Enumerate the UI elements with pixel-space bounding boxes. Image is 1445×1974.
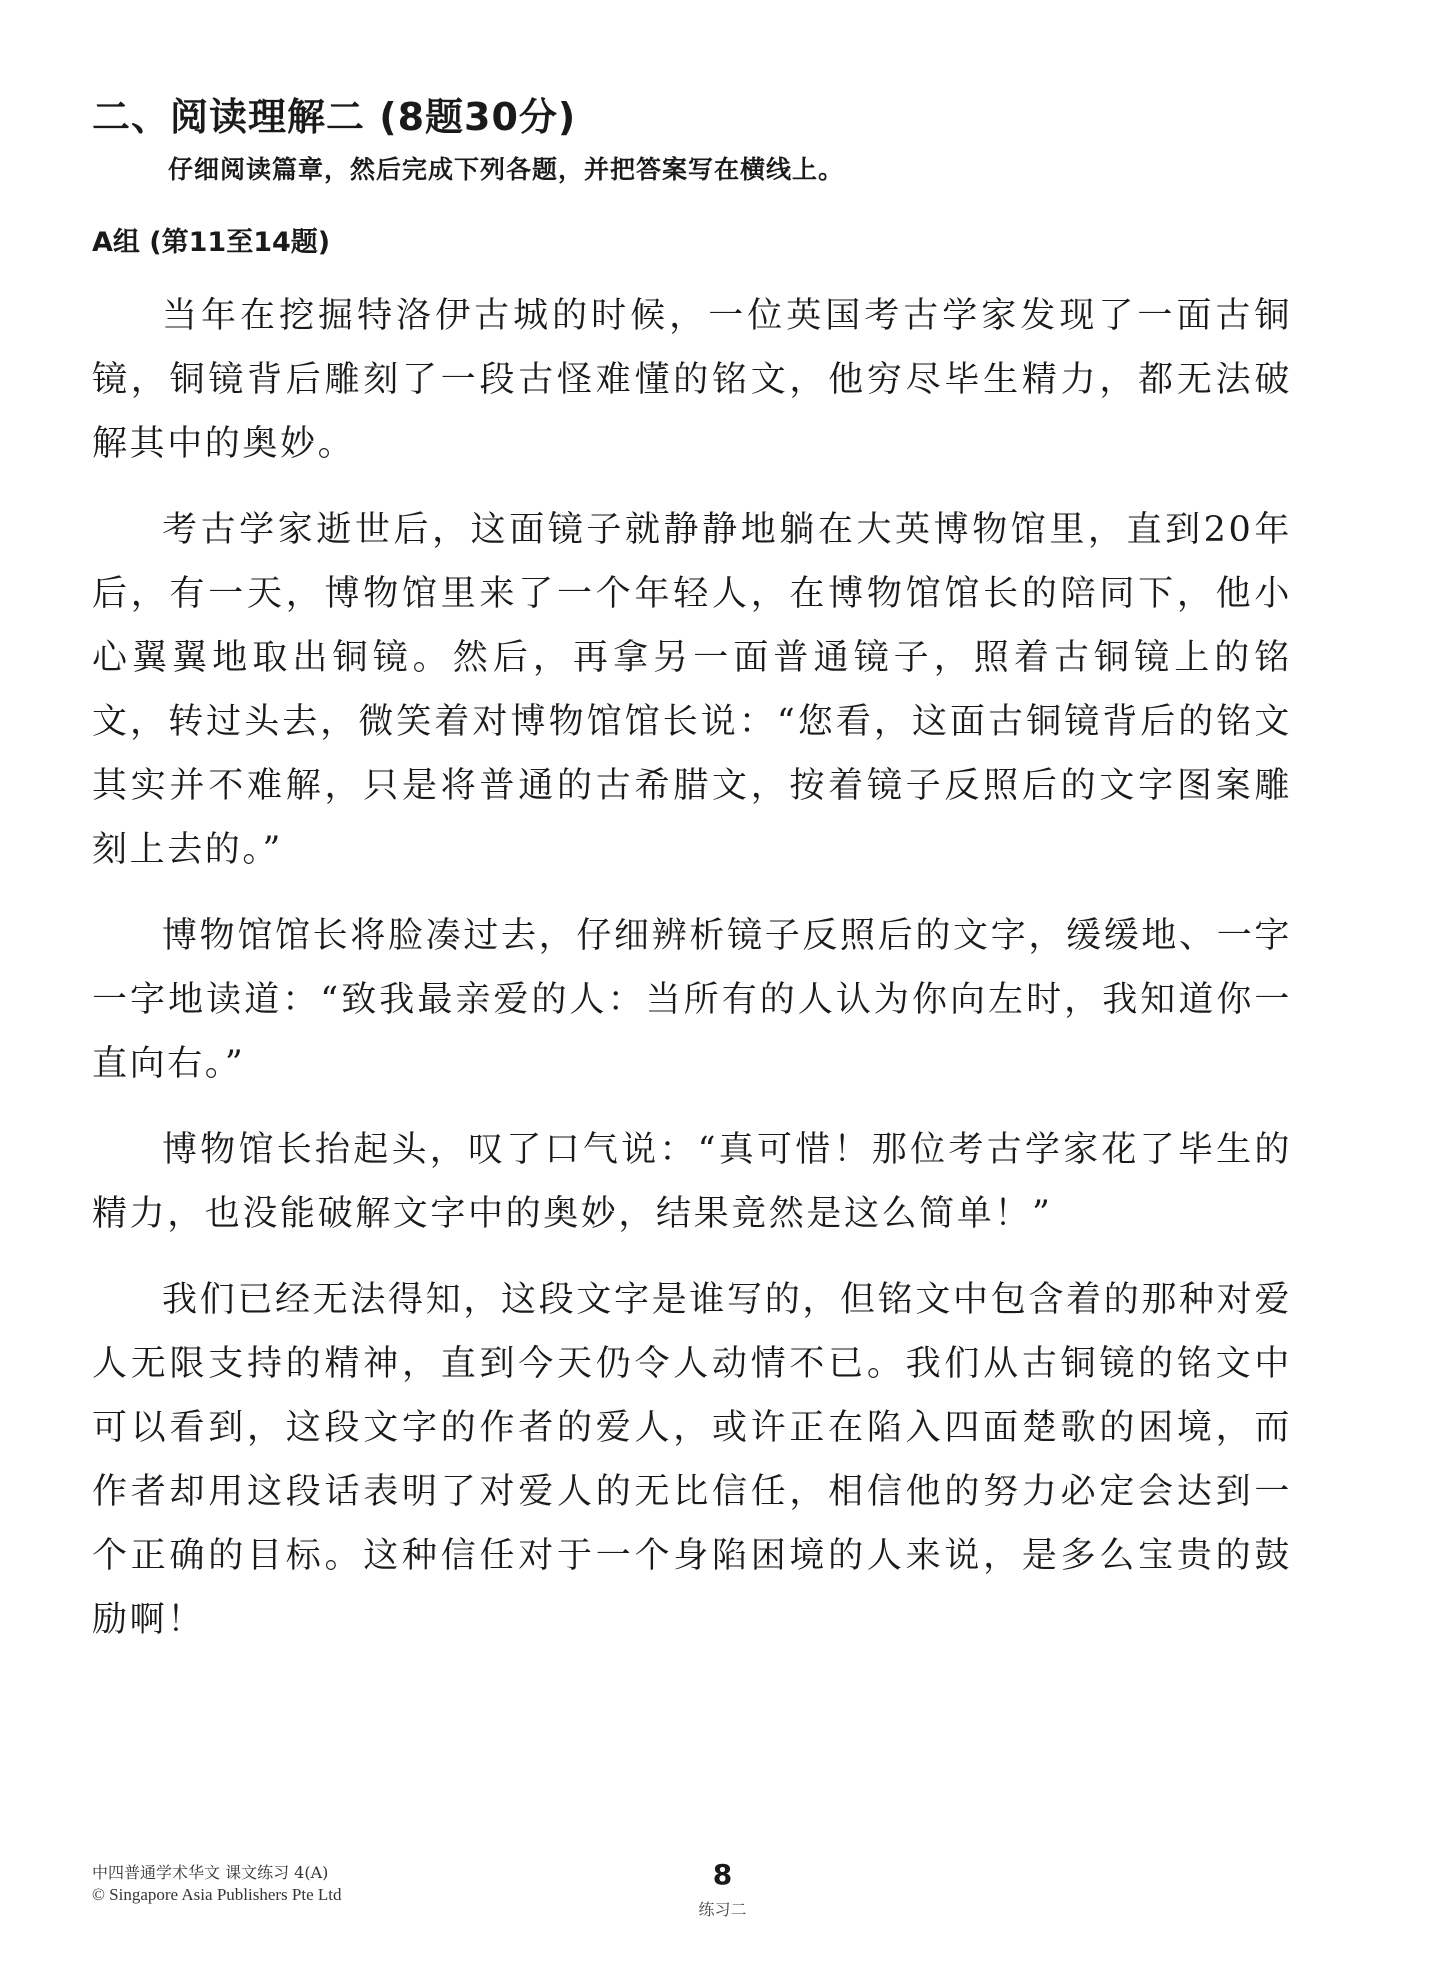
passage-paragraph: 博物馆长抬起头，叹了口气说：“真可惜！那位考古学家花了毕生的精力，也没能破解文字中的奥妙，结果竟然是这么简单！” <box>92 1130 1292 1234</box>
instruction-text: 仔细阅读篇章，然后完成下列各题，并把答案写在横线上。 <box>168 155 845 184</box>
passage-paragraph: 博物馆馆长将脸凑过去，仔细辨析镜子反照后的文字，缓缓地、一字一字地读道：“致我最亲爱的人：当所有的人认为你向左时，我知道你一直向右。” <box>92 916 1292 1084</box>
page-section-label: 练习二 <box>698 1900 747 1919</box>
reading-passage <box>92 284 1292 1674</box>
group-label: A组 (第11至14题) <box>92 227 331 258</box>
passage-paragraph: 当年在挖掘特洛伊古城的时候，一位英国考古学家发现了一面古铜镜，铜镜背后雕刻了一段古怪难懂的铭文，他穷尽毕生精力，都无法破解其中的奥妙。 <box>92 296 1292 464</box>
book-title: 中四普通学术华文 课文练习 4(A) <box>92 1863 329 1882</box>
page-number: 8 <box>712 1858 733 1891</box>
passage-paragraph: 我们已经无法得知，这段文字是谁写的，但铭文中包含着的那种对爱人无限支持的精神，直到今天仍令人动情不已。我们从古铜镜的铭文中可以看到，这段文字的作者的爱人，或许正在陷入四面楚歌的困境，而作者却用这段话表明了对爱人的无比信任，相信他的努力必定会达到一个正确的目标。这种信任对于一个身陷困境的人来说，是多么宝贵的鼓励啊！ <box>92 1280 1292 1640</box>
copyright-notice: © Singapore Asia Publishers Pte Ltd <box>92 1885 342 1904</box>
passage-paragraph: 考古学家逝世后，这面镜子就静静地躺在大英博物馆里，直到20年后，有一天，博物馆里来了一个年轻人，在博物馆馆长的陪同下，他小心翼翼地取出铜镜。然后，再拿另一面普通镜子，照着古铜镜上的铭文，转过头去，微笑着对博物馆馆长说：“您看，这面古铜镜背后的铭文其实并不难解，只是将普通的古希腊文，按着镜子反照后的文字图案雕刻上去的。” <box>92 510 1292 870</box>
section-title: 二、阅读理解二 (8题30分) <box>92 95 577 139</box>
